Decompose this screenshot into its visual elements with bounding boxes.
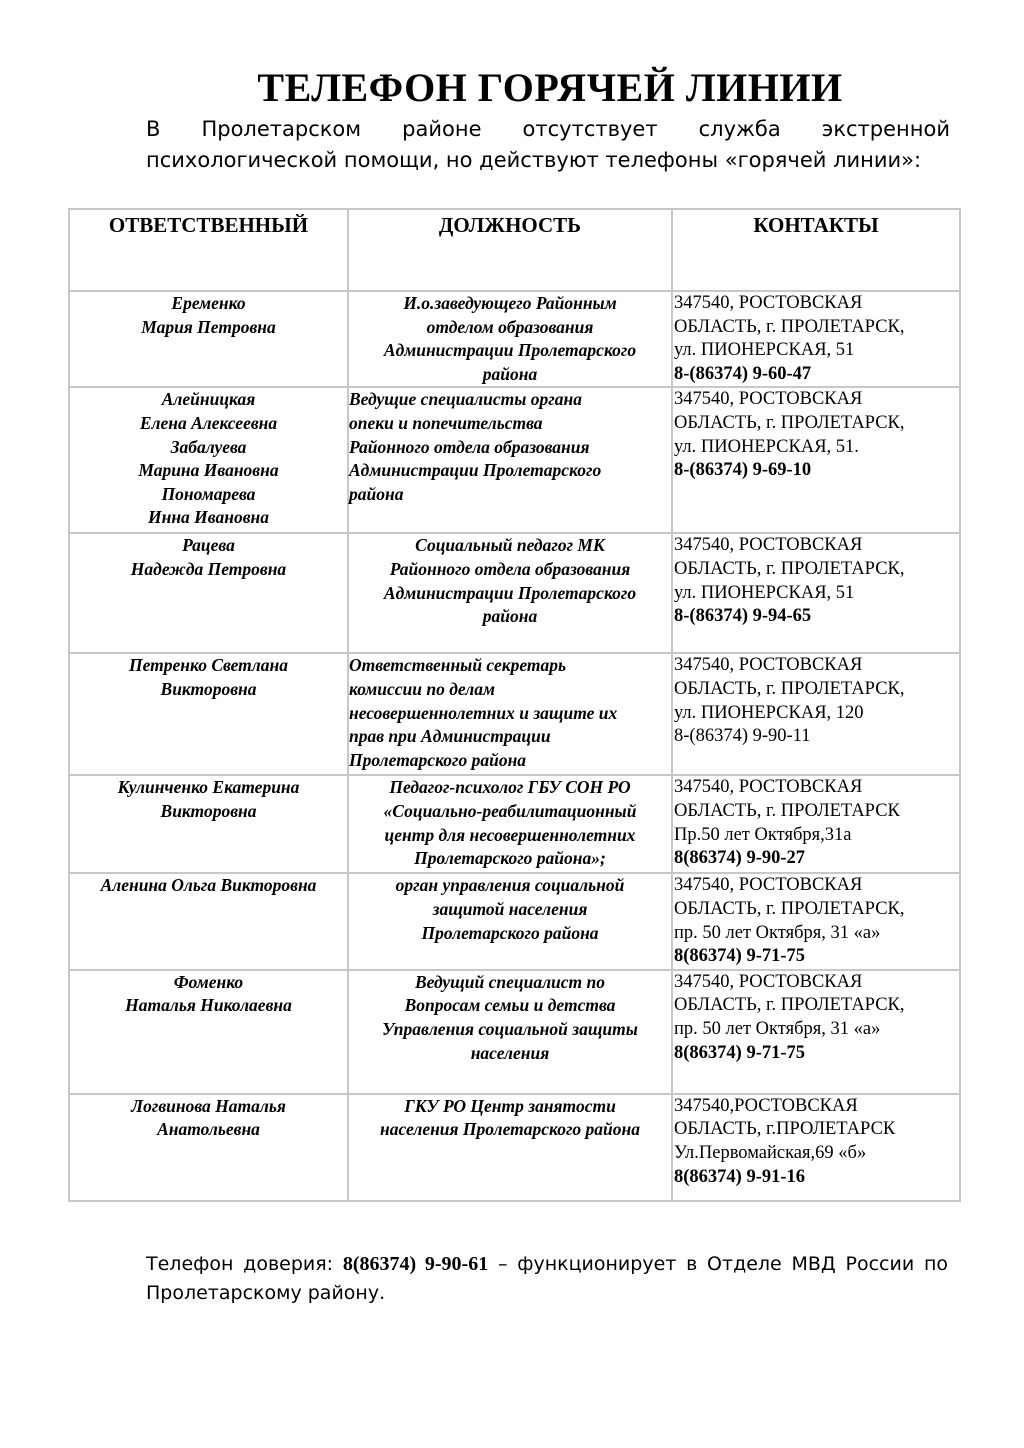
phone-number: 8(86374) 9-71-75 — [674, 946, 806, 967]
responsible-cell: Кулинченко Екатерина Викторовна — [69, 775, 348, 873]
phone-number: 8(86374) 9-90-27 — [674, 848, 806, 869]
contacts-cell — [672, 970, 960, 1094]
responsible-cell: Аленина Ольга Викторовна — [69, 873, 348, 969]
position-cell: Ведущий специалист по Вопросам семьи и детства Управления социальной защиты населения — [348, 970, 672, 1094]
table-row — [69, 775, 960, 873]
table-header-row — [69, 209, 960, 291]
position-cell: Социальный педагог МК Районного отдела образования Администрации Пролетарского района — [348, 533, 672, 653]
address: 347540, РОСТОВСКАЯ ОБЛАСТЬ, г. ПРОЛЕТАРСК, ул. ПИОНЕРСКАЯ, 51. — [674, 389, 905, 457]
contacts-cell — [672, 291, 960, 387]
address: 347540, РОСТОВСКАЯ ОБЛАСТЬ, г. ПРОЛЕТАРСК, пр. 50 лет Октября, 31 «а» — [674, 971, 905, 1039]
page-title: ТЕЛЕФОН ГОРЯЧЕЙ ЛИНИИ — [257, 65, 843, 110]
phone-number: 8-(86374) 9-94-65 — [674, 606, 812, 627]
position-cell: орган управления социальной защитой населения Пролетарского района — [348, 873, 672, 969]
address: 347540, РОСТОВСКАЯ ОБЛАСТЬ, г. ПРОЛЕТАРСК, ул. ПИОНЕРСКАЯ, 51 — [674, 293, 905, 361]
phone-number: 8-(86374) 9-90-11 — [674, 726, 811, 747]
position-cell: Ведущие специалисты органа опеки и попечительства Районного отдела образования Администрации Пролетарского района — [348, 387, 672, 533]
responsible-cell: Еременко Мария Петровна — [69, 291, 348, 387]
address: 347540,РОСТОВСКАЯ ОБЛАСТЬ, г.ПРОЛЕТАРСК Ул.Первомайская,69 «б» — [674, 1095, 896, 1163]
address: 347540, РОСТОВСКАЯ ОБЛАСТЬ, г. ПРОЛЕТАРСК, пр. 50 лет Октября, 31 «а» — [674, 875, 905, 943]
trust-phone-paragraph — [146, 1250, 948, 1308]
table-row — [69, 653, 960, 775]
table-row — [69, 970, 960, 1094]
trust-phone-suffix: – функционирует в Отделе МВД России по Пролетарскому району. — [146, 1253, 948, 1304]
table-row — [69, 291, 960, 387]
responsible-cell: Фоменко Наталья Николаевна — [69, 970, 348, 1094]
address: 347540, РОСТОВСКАЯ ОБЛАСТЬ, г. ПРОЛЕТАРСК Пр.50 лет Октября,31а — [674, 777, 900, 845]
responsible-cell: Алейницкая Елена Алексеевна Забалуева Марина Ивановна Пономарева Инна Ивановна — [69, 387, 348, 533]
phone-number: 8(86374) 9-71-75 — [674, 1042, 806, 1063]
phone-number: 8-(86374) 9-60-47 — [674, 363, 812, 384]
trust-phone-prefix: Телефон доверия: — [146, 1253, 343, 1275]
contacts-cell — [672, 387, 960, 533]
table-row — [69, 873, 960, 969]
trust-phone-number: 8(86374) 9-90-61 — [342, 1253, 489, 1275]
header-position: ДОЛЖНОСТЬ — [348, 209, 672, 291]
table-row — [69, 1094, 960, 1201]
header-responsible: ОТВЕТСТВЕННЫЙ — [69, 209, 348, 291]
position-cell: ГКУ РО Центр занятости населения Пролетарского района — [348, 1094, 672, 1201]
position-cell: И.о.заведующего Районным отделом образования Администрации Пролетарского района — [348, 291, 672, 387]
contacts-cell — [672, 533, 960, 653]
intro-paragraph: В Пролетарском районе отсутствует служба экстренной психологической помощи, но действуют телефоны «горячей линии»: — [146, 117, 950, 172]
contacts-cell — [672, 653, 960, 775]
header-contacts: КОНТАКТЫ — [672, 209, 960, 291]
responsible-cell: Логвинова Наталья Анатольевна — [69, 1094, 348, 1201]
phone-number: 8(86374) 9-91-16 — [674, 1166, 806, 1187]
contacts-cell — [672, 775, 960, 873]
responsible-cell: Петренко Светлана Викторовна — [69, 653, 348, 775]
address: 347540, РОСТОВСКАЯ ОБЛАСТЬ, г. ПРОЛЕТАРСК, ул. ПИОНЕРСКАЯ, 120 — [674, 655, 905, 723]
responsible-cell: Рацева Надежда Петровна — [69, 533, 348, 653]
table-row — [69, 533, 960, 653]
position-cell: Педагог-психолог ГБУ СОН РО «Социально-реабилитационный центр для несовершеннолетних Пролетарского района»; — [348, 775, 672, 873]
table-row — [69, 387, 960, 533]
position-cell: Ответственный секретарь комиссии по делам несовершеннолетних и защите их прав при Администрации Пролетарского района — [348, 653, 672, 775]
hotline-table — [68, 208, 961, 1202]
phone-number: 8-(86374) 9-69-10 — [674, 460, 812, 481]
address: 347540, РОСТОВСКАЯ ОБЛАСТЬ, г. ПРОЛЕТАРСК, ул. ПИОНЕРСКАЯ, 51 — [674, 535, 905, 603]
contacts-cell — [672, 1094, 960, 1201]
contacts-cell — [672, 873, 960, 969]
